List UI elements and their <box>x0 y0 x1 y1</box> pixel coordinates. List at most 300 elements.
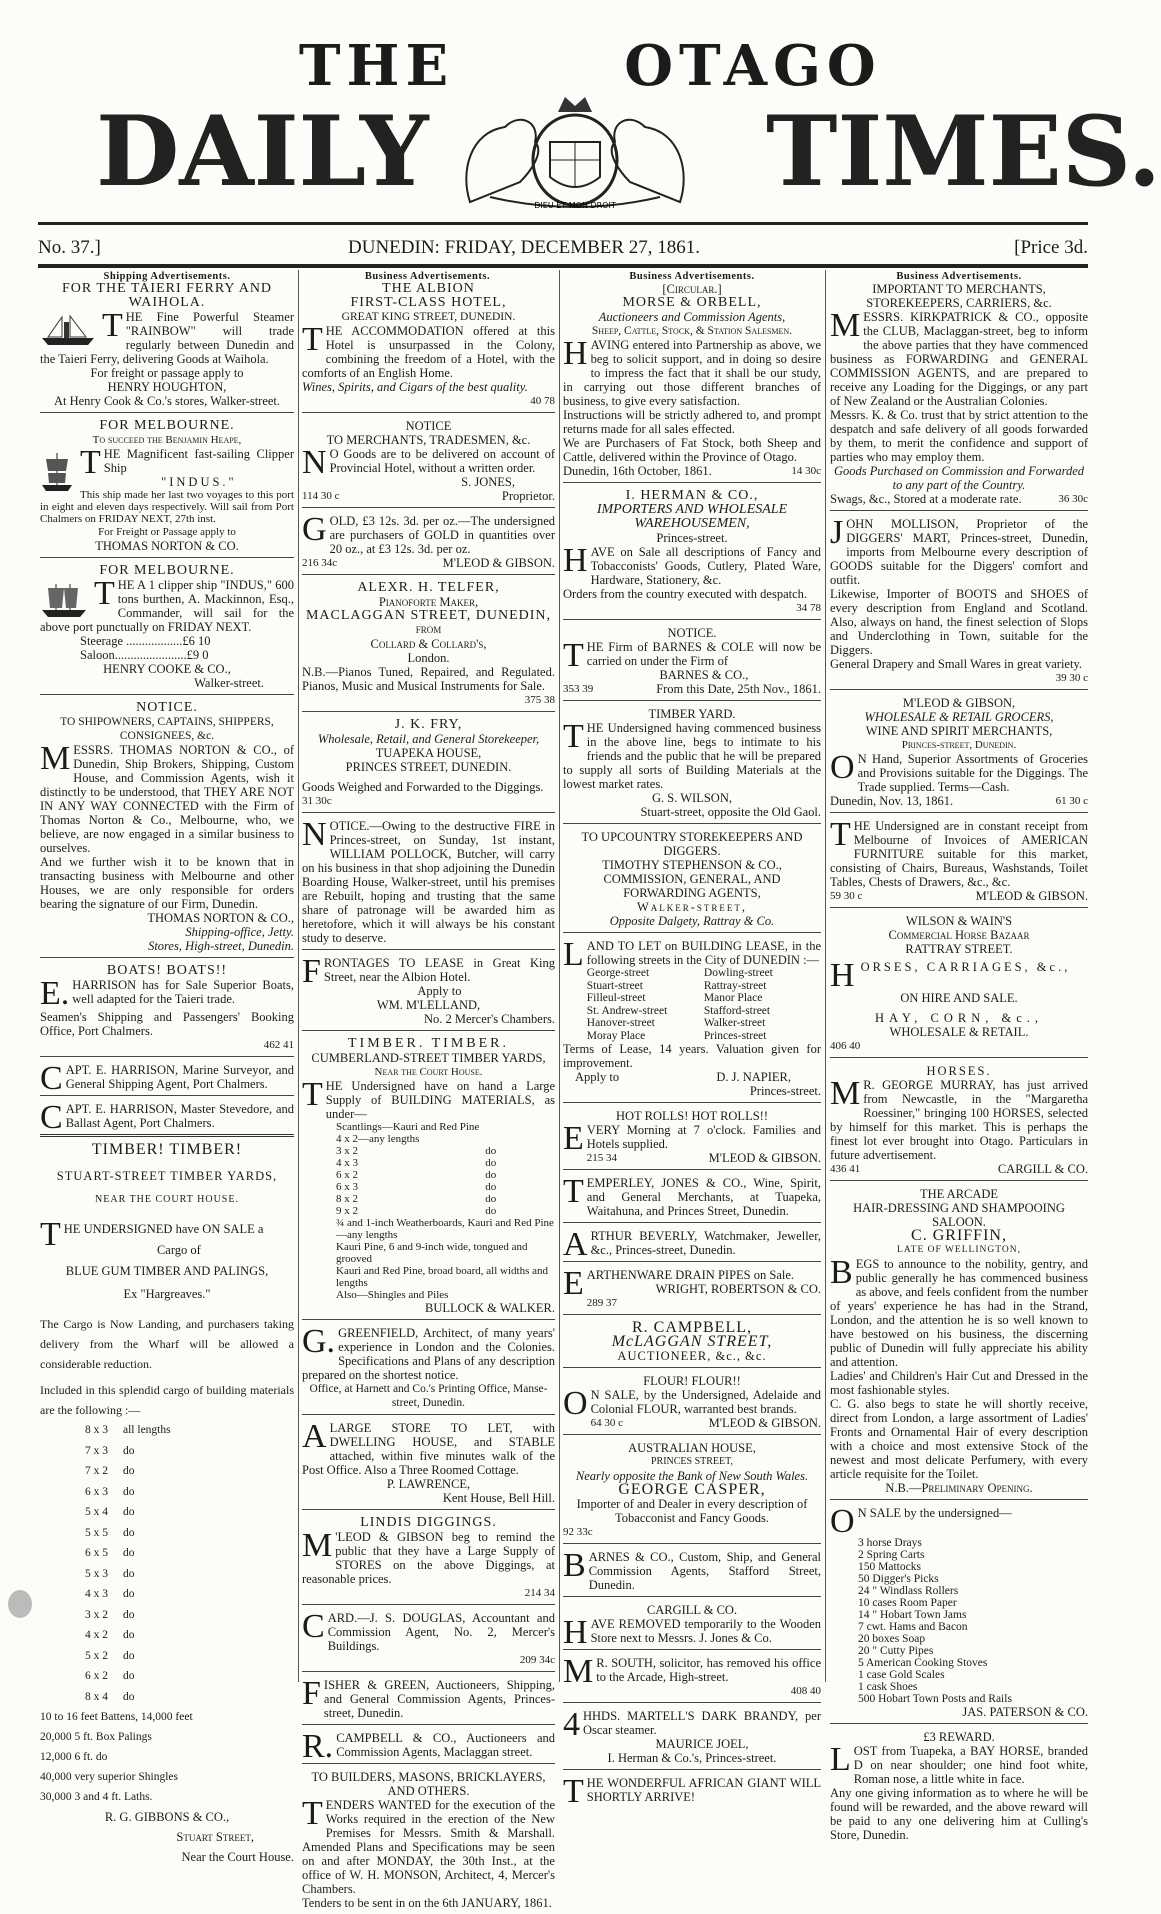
drop-cap: O <box>830 749 855 786</box>
material-cell: 4 x 3 <box>336 1157 358 1169</box>
material-cell <box>485 1133 502 1145</box>
timber-size-row <box>84 1666 185 1687</box>
ad-code: 289 37 <box>586 1297 618 1309</box>
ad-store-to-let <box>302 1418 555 1510</box>
ad-text: AVE REMOVED temporarily to the Wooden Store next to Messrs. J. Jones & Co. <box>590 1617 821 1645</box>
masthead-otago: OTAGO <box>624 33 882 99</box>
ad-body <box>563 1226 821 1263</box>
ad-builders <box>302 1770 555 1914</box>
ad-beverly <box>563 1226 821 1263</box>
issue-price: [Price 3d. <box>1014 237 1088 258</box>
drop-cap: C <box>302 1608 325 1645</box>
drop-cap: T <box>302 1795 323 1832</box>
ad-text: EGS to announce to the nobility, gentry, and public generally he has commenced business as above, and feels confident from the number of years' experience he has had in the Strand, London, and the attention he is so well known to have bestowed on his business, the discerning public of Dunedin will fully appreciate his ability and attention. <box>830 1257 1088 1369</box>
ad-text: N.B.—Pianos Tuned, Repaired, and Regulated. Pianos, Music and Musical Instruments for Sale. <box>302 665 555 693</box>
column-rule <box>298 270 299 1682</box>
sale-item: 1 cask Shoes <box>858 1681 918 1693</box>
drop-cap: T <box>302 321 323 358</box>
ad-australian-house <box>563 1441 821 1544</box>
ad-fire-notice <box>302 816 555 950</box>
masthead-daily: DAILY <box>96 95 429 208</box>
material-cell: do <box>485 1145 497 1157</box>
royal-crest-icon <box>450 92 700 212</box>
drop-cap: T <box>102 307 123 344</box>
ad-subtitle: HAIR-DRESSING AND SHAMPOOING SALOON. <box>853 1201 1065 1229</box>
ad-body <box>40 1099 294 1136</box>
ad-address: Shipping-office, Jetty. <box>185 925 294 939</box>
street-name: Moray Place <box>586 1029 646 1042</box>
ad-address: Princes-street. <box>749 1084 821 1098</box>
drop-cap: N <box>302 816 327 853</box>
ad-text: HE Undersigned are in constant receipt from Melbourne of Invoices of AMERICAN FURNITURE suitable for this market, consisting of Chairs, Bureaus, Washstands, Toilet Tables, Chests of Drawers, &c., &c. <box>830 819 1088 889</box>
ad-text: HE WONDERFUL AFRICAN GIANT WILL SHORTLY ARRIVE! <box>586 1776 821 1804</box>
material-row <box>336 1205 502 1217</box>
ad-text: ESSRS. THOMAS NORTON & CO., of Dunedin, Ship Brokers, Shipping, Custom House, and Commission Agents, wish it distinctly to be understood, that THEY ARE NOT IN ANY WAY CONNECTED with the Firm of Thomas Norton & Co., Melbourne, who, we believe, are now engaged in a similar business to ourselves. <box>40 743 294 855</box>
ad-code: 215 34 <box>586 1152 618 1164</box>
ad-footer <box>830 794 1088 808</box>
ad-title: WILSON & WAIN'S <box>905 914 1013 928</box>
sale-item: 150 Mattocks <box>858 1561 921 1573</box>
ad-footer <box>563 464 821 478</box>
sale-item: 14 " Hobart Town Jams <box>858 1609 967 1621</box>
timber-size-cell: 4 x 3 <box>85 1588 108 1600</box>
ad-code: 31 30c <box>302 795 332 807</box>
drop-cap: E <box>563 1120 584 1157</box>
material-row <box>336 1169 502 1181</box>
street-name: Dowling-street <box>703 967 773 979</box>
drop-cap: E. <box>40 975 70 1012</box>
material-item: Kauri and Red Pine, broad board, all widths and lengths <box>336 1265 549 1289</box>
ad-text: LARGE STORE TO LET, with DWELLING HOUSE, and STABLE attached, within five minutes walk of the Post Office. Also a Three Roomed Cottage. <box>302 1421 555 1477</box>
drop-cap: O <box>563 1385 588 1422</box>
ad-body <box>830 514 1088 587</box>
timber-size-cell: do <box>123 1465 135 1477</box>
ad-address: Walker-street. <box>194 676 264 690</box>
ad-signature: M'LEOD & GIBSON. <box>708 1416 821 1430</box>
street-name: St. Andrew-street <box>586 1004 668 1017</box>
ad-address: PRINCES STREET, <box>650 1456 734 1467</box>
sale-item: 20 boxes Soap <box>858 1633 926 1645</box>
timber-size-cell: do <box>123 1690 135 1703</box>
ad-title: THE ALBION <box>382 281 475 296</box>
drop-cap: O <box>830 1503 855 1540</box>
ad-subtitle: IMPORTERS AND WHOLESALE WAREHOUSEMEN, <box>596 502 788 531</box>
ad-land-lease <box>563 936 821 1103</box>
timber-size-cell: 5 x 5 <box>85 1526 108 1539</box>
ad-subtitle: Wholesale, Retail, and General Storekeeper, <box>317 732 540 746</box>
ad-text: R. SOUTH, solicitor, has removed his office to the Arcade, High-street. <box>596 1656 821 1684</box>
crest-motto: DIEU ET MON DROIT <box>534 201 616 210</box>
ad-text: HE Firm of BARNES & COLE will now be carried on under the Firm of <box>586 640 821 668</box>
ad-text: Wines, Spirits, and Cigars of the best quality. <box>302 380 528 394</box>
material-row <box>336 1193 502 1205</box>
timber-size-cell: all lengths <box>123 1424 171 1436</box>
column-rule <box>559 270 560 1682</box>
timber-size-row <box>84 1502 185 1523</box>
ad-code: 36 30c <box>1058 493 1088 505</box>
drop-cap: A <box>563 1226 588 1263</box>
ad-title: THE ARCADE <box>919 1187 999 1201</box>
timber-size-cell: 5 x 3 <box>85 1567 108 1580</box>
ad-albion-hotel <box>302 282 555 413</box>
material-item: Also—Shingles and Piles <box>336 1289 449 1301</box>
ad-signature: HENRY COOKE & CO., <box>103 662 231 676</box>
ad-subtitle: AUCTIONEER, &c., &c. <box>617 1349 767 1363</box>
ad-role: Proprietor. <box>501 489 555 503</box>
ad-signature: M'LEOD & GIBSON. <box>442 556 555 570</box>
ad-address: McLAGGAN STREET, <box>611 1333 773 1350</box>
ad-title: MORSE & ORBELL, <box>622 295 762 310</box>
ad-text: WHOLESALE & RETAIL. <box>889 1025 1029 1039</box>
ad-text: 'LEOD & GIBSON beg to remind the public that they have a Large Supply of STORES on the above Diggings, at reasonable prices. <box>302 1530 555 1586</box>
ad-address: PRINCES STREET, DUNEDIN. <box>345 760 512 774</box>
drop-cap: N <box>302 444 327 481</box>
ad-title: R. CAMPBELL, <box>631 1319 752 1336</box>
ad-text: N SALE, by the Undersigned, Adelaide and Colonial FLOUR, warranted best brands. <box>590 1388 821 1416</box>
ad-title: FOR MELBOURNE. <box>99 418 235 433</box>
ad-title: TIMBER. TIMBER. <box>347 1036 510 1051</box>
ad-body <box>563 718 821 791</box>
ad-code: 92 33c <box>563 1526 593 1538</box>
sale-item: 5 American Cooking Stoves <box>858 1657 988 1669</box>
ad-footer <box>830 1162 1088 1176</box>
ad-text: Likewise, Importer of BOOTS and SHOES of every description from England and Scotland. Also, always on hand, the finest selection of Slops and Underclothing in Town, suitable for the Diggers. <box>830 587 1088 657</box>
ad-title: BOATS! BOATS!! <box>106 963 228 978</box>
ad-text: This ship made her last two voyages to this port in eight and eleven days respectively. Will sail from Port Chalmers on FRIDAY NEXT, 27th inst. <box>40 489 294 525</box>
ad-subtitle: WINE AND SPIRIT MERCHANTS, <box>865 724 1053 738</box>
drop-cap: M <box>302 1527 333 1564</box>
drop-cap: H <box>563 542 588 579</box>
ad-text: AVING entered into Partnership as above, we beg to solicit support, and in doing so desire to impress the fact that it shall be our study, in carrying out those different branches of business, to give every satisfaction. <box>563 338 821 408</box>
ad-cumberland-timber <box>302 1037 555 1320</box>
ad-gold <box>302 511 555 575</box>
ad-subtitle: Auctioneers and Commission Agents, <box>598 310 786 324</box>
ad-signature: TIMOTHY STEPHENSON & CO., <box>602 858 782 872</box>
sale-item: 3 horse Drays <box>858 1537 922 1549</box>
street-name: Princes-street <box>703 1029 767 1042</box>
ad-body <box>302 1795 555 1896</box>
material-cell: do <box>485 1157 497 1169</box>
ad-text: Instructions will be strictly adhered to, and prompt returns made for all sales effected. <box>563 408 821 436</box>
ad-subtitle: COMMISSION, GENERAL, AND FORWARDING AGENTS, <box>603 872 781 900</box>
ad-wilson-wain <box>830 914 1088 1058</box>
fare-saloon: Saloon.......................£9 0 <box>80 648 209 662</box>
ad-text: RONTAGES TO LEASE in Great King Street, near the Albion Hotel. <box>323 956 555 984</box>
ad-text: N SALE by the undersigned— <box>857 1506 1012 1520</box>
ad-text: Terms of Lease, 14 years. Valuation given for improvement. <box>563 1042 821 1070</box>
ad-subtitle: WHOLESALE & RETAIL GROCERS, <box>864 710 1054 724</box>
sale-item: 20 " Cutty Pipes <box>858 1645 934 1657</box>
ad-melbourne-1 <box>40 419 294 558</box>
ad-body <box>302 444 555 481</box>
ad-text: APT. E. HARRISON, Master Stevedore, and Ballast Agent, Port Chalmers. <box>65 1102 294 1130</box>
material-row <box>336 1157 502 1169</box>
ad-frontages <box>302 953 555 1031</box>
ad-signature: MAURICE JOEL, <box>655 1737 749 1751</box>
ad-text: Goods Weighed and Forwarded to the Diggings. <box>302 780 544 794</box>
ad-douglas <box>302 1608 555 1672</box>
drop-cap: C <box>40 1099 63 1136</box>
ad-south <box>563 1653 821 1703</box>
ad-address: Stuart-street, opposite the Old Gaol. <box>640 805 821 819</box>
ad-title: HOT ROLLS! HOT ROLLS!! <box>616 1109 768 1123</box>
fare-steerage: Steerage ..................£6 10 <box>80 634 211 648</box>
sale-item-list <box>830 1537 1088 1705</box>
ad-signature: BARNES & CO., <box>659 668 749 682</box>
ad-text: BLUE GUM TIMBER AND PALINGS, <box>65 1264 269 1278</box>
timber-size-row <box>84 1625 185 1646</box>
ad-address: At Henry Cook & Co.'s stores, Walker-street. <box>53 394 281 408</box>
ad-signature: WM. M'LELLAND, <box>376 998 481 1012</box>
material-row <box>336 1121 502 1133</box>
ad-body <box>563 1706 821 1743</box>
drop-cap: J <box>830 514 844 551</box>
timber-size-row <box>84 1584 185 1605</box>
ad-code: 40 78 <box>530 395 555 407</box>
ad-text: ESSRS. KIRKPATRICK & CO., opposite the CLUB, Maclaggan-street, beg to inform the above parties that they have commenced business as FORWARDING and GENERAL COMMISSION AGENTS, and are prepared to receive any Loading for the Diggings, or any part of New Zealand or the Australian Colonies. <box>830 310 1088 408</box>
ad-footer <box>830 492 1088 506</box>
ad-body <box>563 1547 821 1592</box>
ad-text: Apply to <box>417 984 462 998</box>
ad-footer <box>587 1151 821 1165</box>
ad-signature: C. GRIFFIN, <box>911 1227 1007 1244</box>
ad-text: R. GEORGE MURRAY, has just arrived from Newcastle, in the "Margaretha Roessiner," bringing 100 HORSES, selected by himself for this market. This is perhaps the finest lot ever brought into Otago. Particulars in future advertisement. <box>830 1078 1088 1162</box>
ad-brandy <box>563 1706 821 1770</box>
ad-text: TUAPEKA HOUSE, <box>375 746 482 760</box>
ad-text: HAY, CORN, &c., <box>874 1011 1044 1025</box>
clipper-ship-icon <box>40 580 88 620</box>
ad-title: LINDIS DIGGINGS. <box>360 1515 497 1530</box>
ad-text: HE Undersigned having commenced business in the above line, begs to intimate to his friends and the public that he will be prepared to supply all sorts of Building Materials at the lowest market rates. <box>563 721 821 791</box>
ad-code: 59 30 c <box>830 890 863 902</box>
timber-size-cell: 5 x 4 <box>85 1506 108 1518</box>
ad-text: Importer of and Dealer in every description of Tobacconist and Fancy Goods. <box>576 1497 808 1525</box>
ad-address: Princes-street, Dunedin. <box>901 739 1017 751</box>
timber-size-row <box>84 1441 185 1462</box>
drop-cap: M <box>830 307 861 344</box>
ad-text: Any one giving information as to where he will be found will be rewarded, and the above reward will be paid to any one delivering him at Culling's Store, Dunedin. <box>830 1786 1088 1842</box>
ad-text: Apply to <box>575 1070 620 1084</box>
timber-size-cell: do <box>123 1629 135 1641</box>
ad-timber-yard <box>563 707 821 824</box>
ad-cargill <box>563 1603 821 1650</box>
ad-code: 375 38 <box>524 694 555 706</box>
street-name: Walker-street <box>703 1017 766 1029</box>
timber-size-row <box>84 1687 185 1708</box>
ad-title: IMPORTANT TO MERCHANTS, STOREKEEPERS, CARRIERS, &c. <box>866 282 1052 310</box>
ad-code: 408 40 <box>790 1685 821 1697</box>
issue-number: No. 37.] <box>38 237 101 258</box>
ad-body <box>302 1527 555 1586</box>
drop-cap: 4 <box>563 1706 580 1743</box>
ad-signature: HENRY HOUGHTON, <box>107 380 227 394</box>
street-name: Rattray-street <box>703 979 767 992</box>
heading-shipping: Shipping Advertisements. <box>103 271 231 282</box>
ad-upcountry <box>563 830 821 933</box>
timber-size-row <box>84 1564 185 1585</box>
timber-item: 30,000 3 and 4 ft. Laths. <box>40 1791 153 1803</box>
ad-kirkpatrick <box>830 282 1088 511</box>
ad-signature: G. S. WILSON, <box>652 791 732 805</box>
ad-code: 216 34c <box>302 557 338 569</box>
drop-cap: B <box>563 1547 586 1584</box>
ad-subtitle: Near the Court House. <box>374 1066 483 1078</box>
material-cell: do <box>485 1169 497 1181</box>
timber-item: 12,000 6 ft. do <box>40 1751 108 1763</box>
ad-footer <box>302 556 555 570</box>
ad-address: RATTRAY STREET. <box>905 942 1013 956</box>
ad-body <box>830 1503 1088 1540</box>
ad-code: 353 39 <box>563 683 594 695</box>
ad-fry <box>302 718 555 813</box>
ad-title: TO UPCOUNTRY STOREKEEPERS AND DIGGERS. <box>581 830 803 858</box>
column-business-2 <box>563 282 821 1810</box>
ad-subtitle: FIRST-CLASS HOTEL, <box>350 295 507 310</box>
timber-size-cell: do <box>123 1526 135 1539</box>
ad-body <box>302 953 555 990</box>
ad-arcade-griffin <box>830 1187 1088 1500</box>
ad-text: ON HIRE AND SALE. <box>900 991 1018 1005</box>
ad-title: HORSES. <box>926 1064 992 1078</box>
ad-text: OHN MOLLISON, Proprietor of the DIGGERS' MART, Princes-street, Dunedin, imports from Melbourne every description of GOODS suitable for the Diggers' comfort and outfit. <box>830 517 1088 587</box>
ad-text: Tenders to be sent in on the 6th JANUARY, 1861. <box>302 1896 552 1910</box>
drop-cap: T <box>830 816 851 853</box>
ad-body <box>563 637 821 674</box>
issue-date: DUNEDIN: FRIDAY, DECEMBER 27, 1861. <box>348 237 701 258</box>
ad-body <box>830 1254 1088 1369</box>
ad-text: ARNES & CO., Custom, Ship, and General Commission Agents, Stafford Street, Dunedin. <box>588 1550 821 1592</box>
ad-address: I. Herman & Co.'s, Princes-street. <box>607 1751 777 1765</box>
ad-text: OST from Tuapeka, a BAY HORSE, branded D on near shoulder; one hind foot white, Roman nose, a little white in face. <box>853 1744 1088 1786</box>
ad-body <box>563 1614 821 1651</box>
ad-body <box>40 444 294 481</box>
timber-size-row <box>84 1523 185 1544</box>
ad-text: Swags, &c., Stored at a moderate rate. <box>830 492 1022 506</box>
ad-subtitle: Commercial Horse Bazaar <box>888 928 1030 942</box>
ad-title: NOTICE. <box>136 700 198 715</box>
timber-size-cell: do <box>123 1444 135 1457</box>
ad-text: OLD, £3 12s. 3d. per oz.—The undersigned are purchasers of GOLD in quantities over 20 oz., at £3 12s. 3d. per oz. <box>329 514 555 556</box>
ad-text: Seamen's Shipping and Passengers' Booking Office, Port Chalmers. <box>40 1010 294 1038</box>
ad-text: HE A 1 clipper ship "INDUS," 600 tons burthen, A. Mackinnon, Esq., Commander, will sail for the above port punctually on FRIDAY NEXT. <box>40 578 294 634</box>
ad-body <box>830 957 1088 994</box>
sale-item: 7 cwt. Hams and Bacon <box>858 1621 968 1633</box>
drop-cap: F <box>302 1675 321 1712</box>
ad-horses <box>830 1064 1088 1181</box>
drop-cap: F <box>302 953 321 990</box>
ad-text: AND TO LET on BUILDING LEASE, in the following streets in the City of DUNEDIN :— <box>586 939 821 967</box>
ad-signature: WRIGHT, ROBERTSON & CO. <box>655 1282 821 1296</box>
ad-text: HE Fine Powerful Steamer "RAINBOW" will trade regularly between Dunedin and the Taieri Ferry, delivering Goods at Waihola. <box>40 310 294 366</box>
ad-address: No. 2 Mercer's Chambers. <box>423 1012 555 1026</box>
ad-title: CARGILL & CO. <box>646 1603 738 1617</box>
ad-title: ALEXR. H. TELFER, <box>357 580 500 595</box>
ad-morse-orbell <box>563 282 821 483</box>
ad-body <box>302 1076 555 1121</box>
drop-cap: T <box>563 1173 584 1210</box>
street-name: Filleul-street <box>586 992 646 1004</box>
ad-body <box>830 749 1088 794</box>
ad-title: M'LEOD & GIBSON, <box>902 696 1016 710</box>
ad-telfer <box>302 581 555 712</box>
ad-temperley <box>563 1173 821 1223</box>
ad-notice-shipowners <box>40 701 294 958</box>
drop-cap: A <box>302 1418 327 1455</box>
drop-cap: C <box>40 1060 63 1097</box>
ad-footer <box>302 489 555 503</box>
material-row <box>336 1181 502 1193</box>
drop-cap: M <box>563 1653 594 1690</box>
ad-body <box>563 1653 821 1690</box>
ad-mleod-grocers <box>830 696 1088 813</box>
ad-title: FLOUR! FLOUR!! <box>643 1374 741 1388</box>
ad-text: OTICE.—Owing to the destructive FIRE in Princes-street, on Sunday, 1st instant, WILLIAM POLLOCK, Butcher, will carry on his business in that shop adjoining the Dunedin Boarding House, Walker-street, until his premises are Rebuilt, hoping and trusting that the same share of patronage will be awarded him as heretofore, which it will always be his constant study to deserve. <box>302 819 555 945</box>
ad-code: 436 41 <box>830 1163 861 1175</box>
timber-size-cell: do <box>123 1608 135 1621</box>
ad-body <box>302 511 555 556</box>
material-cell <box>485 1121 502 1133</box>
ad-text: VERY Morning at 7 o'clock. Families and Hotels supplied. <box>586 1123 821 1151</box>
timber-size-row <box>84 1482 185 1503</box>
ad-code: 39 30 c <box>1055 672 1088 684</box>
material-cell: do <box>485 1181 497 1193</box>
column-shipping <box>40 281 294 1864</box>
ad-signature: M'LEOD & GIBSON. <box>975 889 1088 903</box>
ad-text: HE UNDERSIGNED have ON SALE a <box>63 1222 264 1236</box>
sale-item: 1 case Gold Scales <box>858 1669 945 1681</box>
ad-body <box>302 321 555 380</box>
ad-herman <box>563 489 821 620</box>
material-cell: 8 x 2 <box>336 1193 358 1205</box>
drop-cap: M <box>40 740 71 777</box>
ad-text: The Cargo is Now Landing, and purchasers taking delivery from the Wharf will be allowed a considerable reduction. <box>40 1317 294 1371</box>
ad-capt-harrison-1 <box>40 1060 294 1097</box>
ad-body <box>563 335 821 408</box>
timber-size-cell: 7 x 3 <box>85 1444 108 1457</box>
ad-signature: D. J. NAPIER, <box>716 1070 791 1084</box>
drop-cap: T <box>94 575 115 612</box>
clipper-ship-icon <box>40 449 74 493</box>
ad-title: TO BUILDERS, MASONS, BRICKLAYERS, AND OTHERS. <box>311 1770 546 1798</box>
ad-signature: R. G. GIBBONS & CO., <box>104 1810 230 1824</box>
ad-text: Ex "Hargreaves." <box>123 1287 211 1301</box>
ad-signature: THOMAS NORTON & CO., <box>147 911 294 925</box>
dateline-rule <box>38 264 1088 268</box>
ship-name: "INDUS." <box>161 475 237 489</box>
drop-cap: T <box>563 718 584 755</box>
ad-seamen <box>40 1010 294 1057</box>
ad-signature: BULLOCK & WALKER. <box>425 1301 555 1315</box>
ad-body <box>302 1728 555 1765</box>
ad-title: NOTICE. <box>667 626 717 640</box>
drop-cap: T <box>40 1216 61 1253</box>
timber-size-row <box>84 1420 185 1441</box>
ad-lindis <box>302 1516 555 1605</box>
ad-body <box>563 1773 821 1810</box>
street-name: Stafford-street <box>703 1004 771 1017</box>
ad-title: J. K. FRY, <box>394 717 463 732</box>
drop-cap: L <box>563 936 584 973</box>
material-list <box>336 1121 502 1217</box>
ad-body <box>302 1675 555 1720</box>
ad-body <box>563 542 821 587</box>
ad-body <box>563 1385 821 1422</box>
timber-size-cell: 3 x 2 <box>85 1608 108 1621</box>
timber-item: 20,000 5 ft. Box Palings <box>40 1731 152 1743</box>
ad-date: Dunedin, Nov. 13, 1861. <box>830 794 954 808</box>
ad-text: London. <box>407 651 450 665</box>
ad-signature: CARGILL & CO. <box>997 1162 1088 1176</box>
